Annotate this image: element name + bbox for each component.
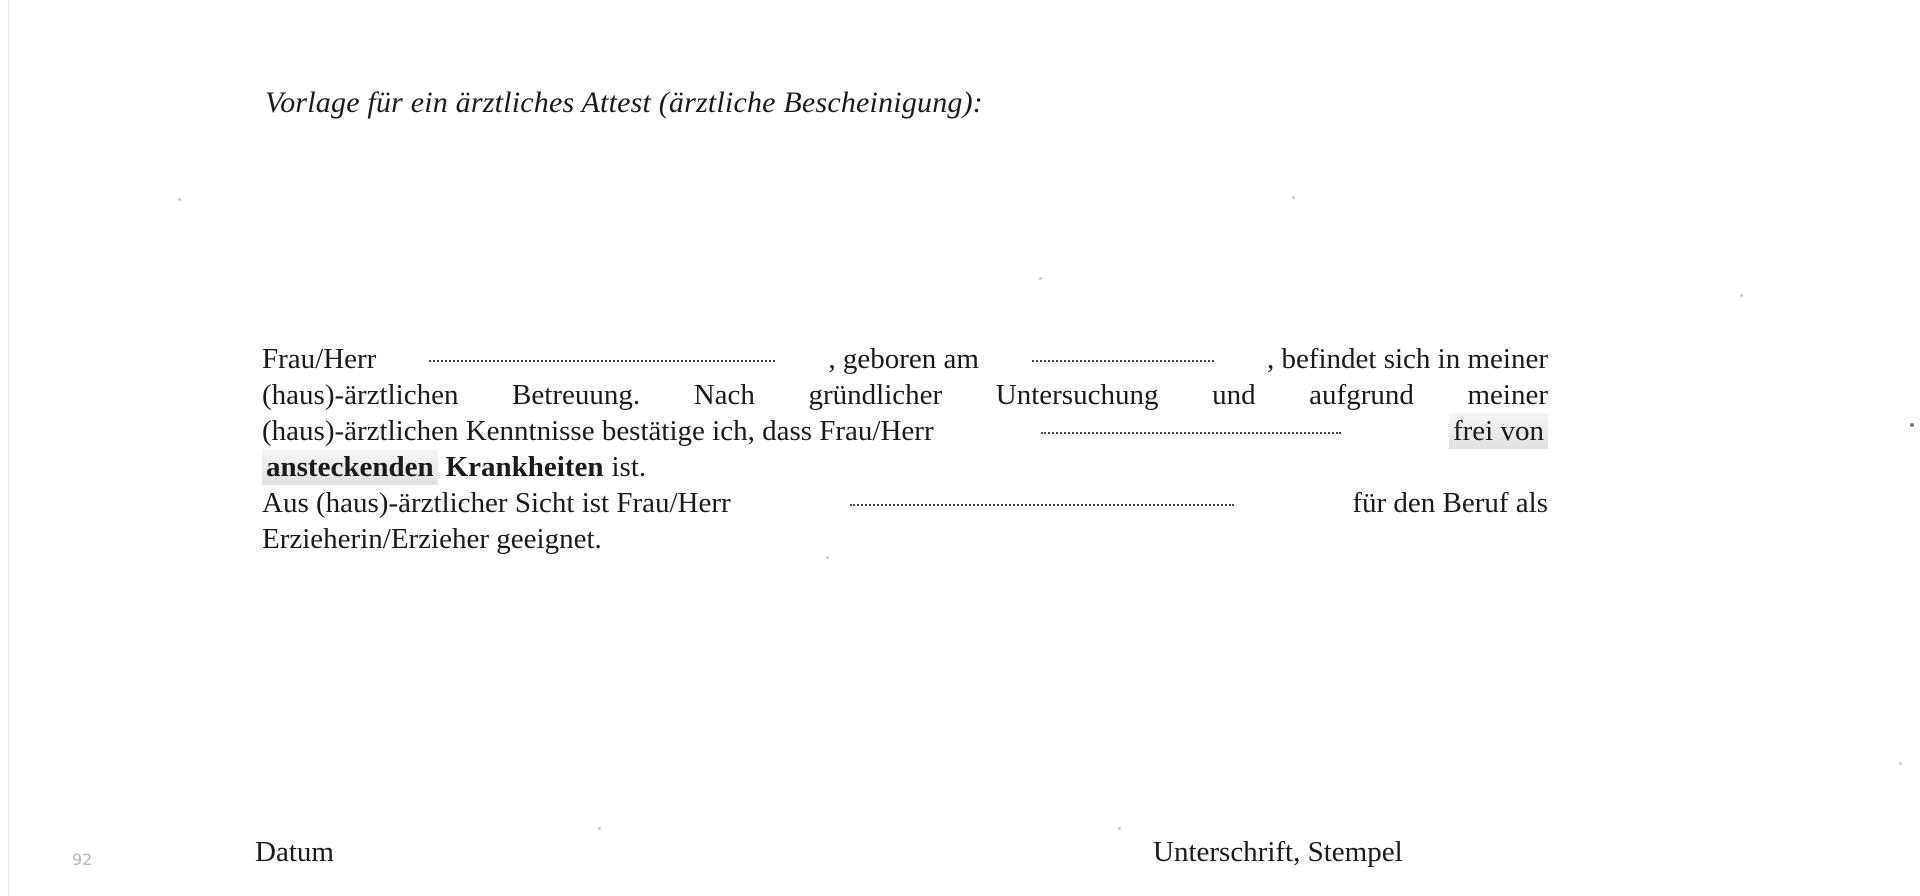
body-text: frei von — [1449, 413, 1548, 449]
name-fill-line — [429, 360, 775, 362]
scan-speck — [1292, 196, 1295, 199]
scan-speck — [1118, 827, 1121, 830]
body-line-3 — [262, 413, 1548, 449]
body-line-6 — [262, 521, 1548, 557]
body-text: ist. — [611, 451, 647, 483]
scan-speck — [1910, 423, 1914, 427]
body-text: , geboren am — [828, 343, 979, 375]
body-text: , befindet sich in meiner — [1266, 343, 1548, 375]
body-text: Frau/Herr — [262, 343, 377, 375]
body-line-5 — [262, 485, 1548, 521]
name-fill-line — [850, 504, 1234, 506]
scan-speck — [598, 827, 601, 830]
body-line-1 — [262, 341, 1548, 377]
scan-speck — [1740, 294, 1743, 297]
attest-body — [262, 341, 1548, 557]
body-line-2 — [262, 377, 1548, 413]
body-line-4 — [262, 449, 1548, 485]
highlighted-word: ansteckenden — [262, 449, 438, 485]
highlighted-word: Krankheiten — [445, 451, 604, 483]
signature-label: Unterschrift, Stempel — [1153, 836, 1403, 868]
body-text: (haus)-ärztlichen Betreuung. Nach gründlicher Untersuchung und aufgrund meiner — [262, 379, 1548, 411]
body-text: Aus (haus)-ärztlicher Sicht ist Frau/Herr — [262, 487, 731, 519]
scan-speck — [1039, 277, 1042, 280]
document-title: Vorlage für ein ärztliches Attest (ärztliche Bescheinigung): — [265, 86, 983, 119]
scan-speck — [1899, 762, 1902, 765]
scan-speck — [178, 198, 181, 201]
body-text: für den Beruf als — [1352, 487, 1548, 519]
birthdate-fill-line — [1032, 360, 1214, 362]
page-edge — [8, 0, 9, 896]
scan-speck — [826, 556, 829, 559]
body-text: Erzieherin/Erzieher geeignet. — [262, 523, 602, 555]
date-label: Datum — [255, 836, 334, 868]
body-text: (haus)-ärztlichen Kenntnisse bestätige ich, dass Frau/Herr — [262, 415, 934, 447]
name-fill-line — [1041, 432, 1341, 434]
page-number: 92 — [72, 850, 93, 869]
